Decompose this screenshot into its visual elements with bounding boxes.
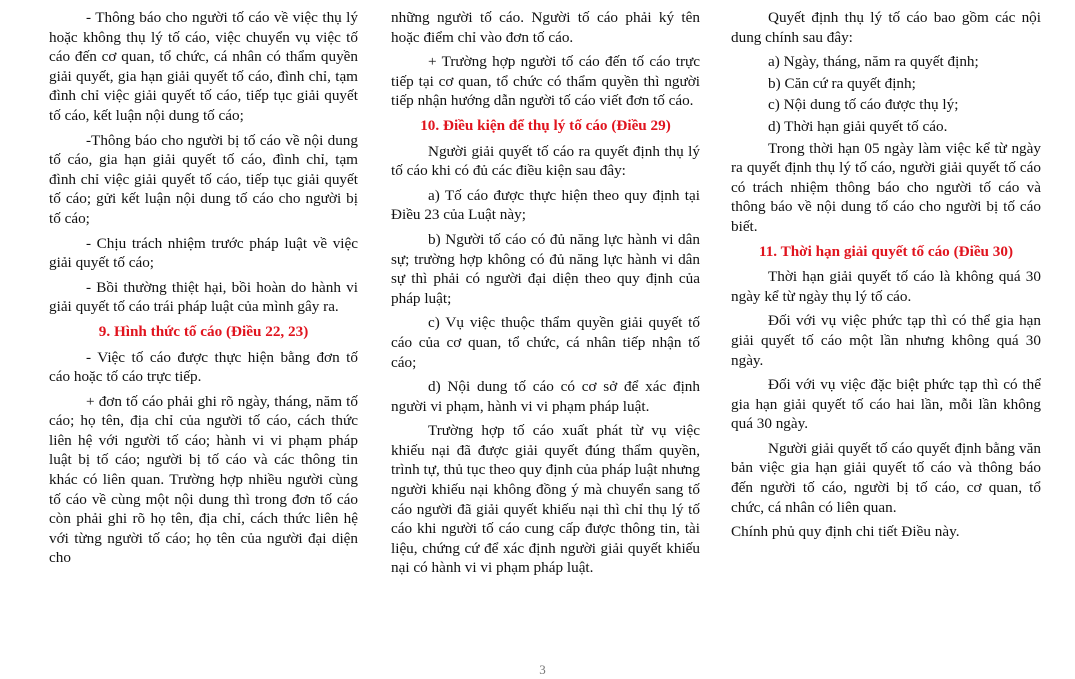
paragraph: Trong thời hạn 05 ngày làm việc kể từ ngày ra quyết định thụ lý tố cáo, người giải quyết tố cáo có trách nhiệm thông báo cho người tố cáo và thông báo về nội dung tố cáo cho người bị tố cáo biết. xyxy=(731,139,1041,235)
paragraph: b) Người tố cáo có đủ năng lực hành vi dân sự; trường hợp không có đủ năng lực hành vi dân sự thì phải có người đại diện theo quy định của pháp luật; xyxy=(391,230,700,307)
paragraph: - Bồi thường thiệt hại, bồi hoàn do hành vi giải quyết tố cáo trái pháp luật của mình gây ra. xyxy=(49,278,358,316)
paragraph: những người tố cáo. Người tố cáo phải ký tên hoặc điểm chỉ vào đơn tố cáo. xyxy=(391,9,700,46)
list-item: c) Nội dung tố cáo được thụ lý; xyxy=(768,96,959,114)
page-number: 3 xyxy=(539,662,546,677)
list-item: b) Căn cứ ra quyết định; xyxy=(768,74,916,92)
paragraph: + Trường hợp người tố cáo đến tố cáo trực tiếp tại cơ quan, tổ chức có thẩm quyền thì người tiếp nhận hướng dẫn người tố cáo viết đơn tố cáo. xyxy=(391,53,700,110)
paragraph: Đối với vụ việc phức tạp thì có thể gia hạn giải quyết tố cáo một lần nhưng không quá 30 ngày. xyxy=(731,312,1041,369)
paragraph: Đối với vụ việc đặc biệt phức tạp thì có thể gia hạn giải quyết tố cáo hai lần, mỗi lần không quá 30 ngày. xyxy=(731,376,1041,433)
paragraph: Người giải quyết tố cáo ra quyết định thụ lý tố cáo khi có đủ các điều kiện sau đây: xyxy=(391,142,700,180)
section-heading-9: 9. Hình thức tố cáo (Điều 22, 23) xyxy=(98,322,309,340)
paragraph: + đơn tố cáo phải ghi rõ ngày, tháng, năm tố cáo; họ tên, địa chỉ của người tố cáo, cách thức liên hệ với người tố cáo; hành vi vi phạm pháp luật bị tố cáo; người bị tố cáo và các thông tin khác có liên quan. Trường hợp nhiều người cùng tố cáo về cùng một nội dung thì trong đơn tố cáo còn phải ghi rõ họ tên, địa chỉ, cách thức liên hệ với từng người tố cáo; họ tên của người đại diện cho xyxy=(49,392,358,567)
paragraph: d) Nội dung tố cáo có cơ sở để xác định người vi phạm, hành vi vi phạm pháp luật. xyxy=(391,378,700,415)
paragraph: Quyết định thụ lý tố cáo bao gồm các nội dung chính sau đây: xyxy=(731,9,1041,46)
paragraph: Trường hợp tố cáo xuất phát từ vụ việc khiếu nại đã được giải quyết đúng thẩm quyền, trình tự, thủ tục theo quy định của pháp luật nhưng người khiếu nại không đồng ý mà chuyển sang tố cáo người đã giải quyết khiếu nại thì chỉ thụ lý tố cáo khi người tố cáo cung cấp được thông tin, tài liệu, chứng cứ để xác định người giải quyết khiếu nại có hành vi vi phạm pháp luật. xyxy=(391,422,700,577)
column-3 xyxy=(731,8,1041,547)
paragraph: - Chịu trách nhiệm trước pháp luật về việc giải quyết tố cáo; xyxy=(49,234,358,272)
paragraph: -Thông báo cho người bị tố cáo về nội dung tố cáo, gia hạn giải quyết tố cáo, đình chỉ, tạm đình chỉ việc giải quyết tố cáo, tiếp tục giải quyết tố cáo; gửi kết luận nội dung tố cáo cho người bị tố cáo; xyxy=(49,131,358,227)
paragraph: Chính phủ quy định chi tiết Điều này. xyxy=(731,523,960,541)
paragraph: Người giải quyết tố cáo quyết định bằng văn bản việc gia hạn giải quyết tố cáo và thông báo đến người tố cáo, người bị tố cáo, cơ quan, tổ chức, cá nhân có liên quan. xyxy=(731,439,1041,516)
paragraph: c) Vụ việc thuộc thẩm quyền giải quyết tố cáo của cơ quan, tổ chức, cá nhân tiếp nhận tố cáo; xyxy=(391,314,700,371)
paragraph: - Thông báo cho người tố cáo về việc thụ lý hoặc không thụ lý tố cáo, việc chuyển vụ việc tố cáo đến cơ quan, tổ chức, cá nhân có thẩm quyền giải quyết, gia hạn giải quyết tố cáo, đình chỉ, tạm đình chỉ việc giải quyết tố cáo, tiếp tục giải quyết tố cáo, kết luận nội dung tố cáo; xyxy=(49,9,358,124)
list-item: d) Thời hạn giải quyết tố cáo. xyxy=(768,117,948,135)
column-2 xyxy=(391,8,700,583)
paragraph: Thời hạn giải quyết tố cáo là không quá 30 ngày kể từ ngày thụ lý tố cáo. xyxy=(731,268,1041,305)
column-1 xyxy=(49,8,358,573)
paragraph: - Việc tố cáo được thực hiện bằng đơn tố cáo hoặc tố cáo trực tiếp. xyxy=(49,348,358,386)
section-heading-11: 11. Thời hạn giải quyết tố cáo (Điều 30) xyxy=(758,242,1014,260)
paragraph: a) Tố cáo được thực hiện theo quy định tại Điều 23 của Luật này; xyxy=(391,186,700,224)
list-item: a) Ngày, tháng, năm ra quyết định; xyxy=(768,53,979,71)
section-heading-10: 10. Điều kiện để thụ lý tố cáo (Điều 29) xyxy=(420,116,671,134)
